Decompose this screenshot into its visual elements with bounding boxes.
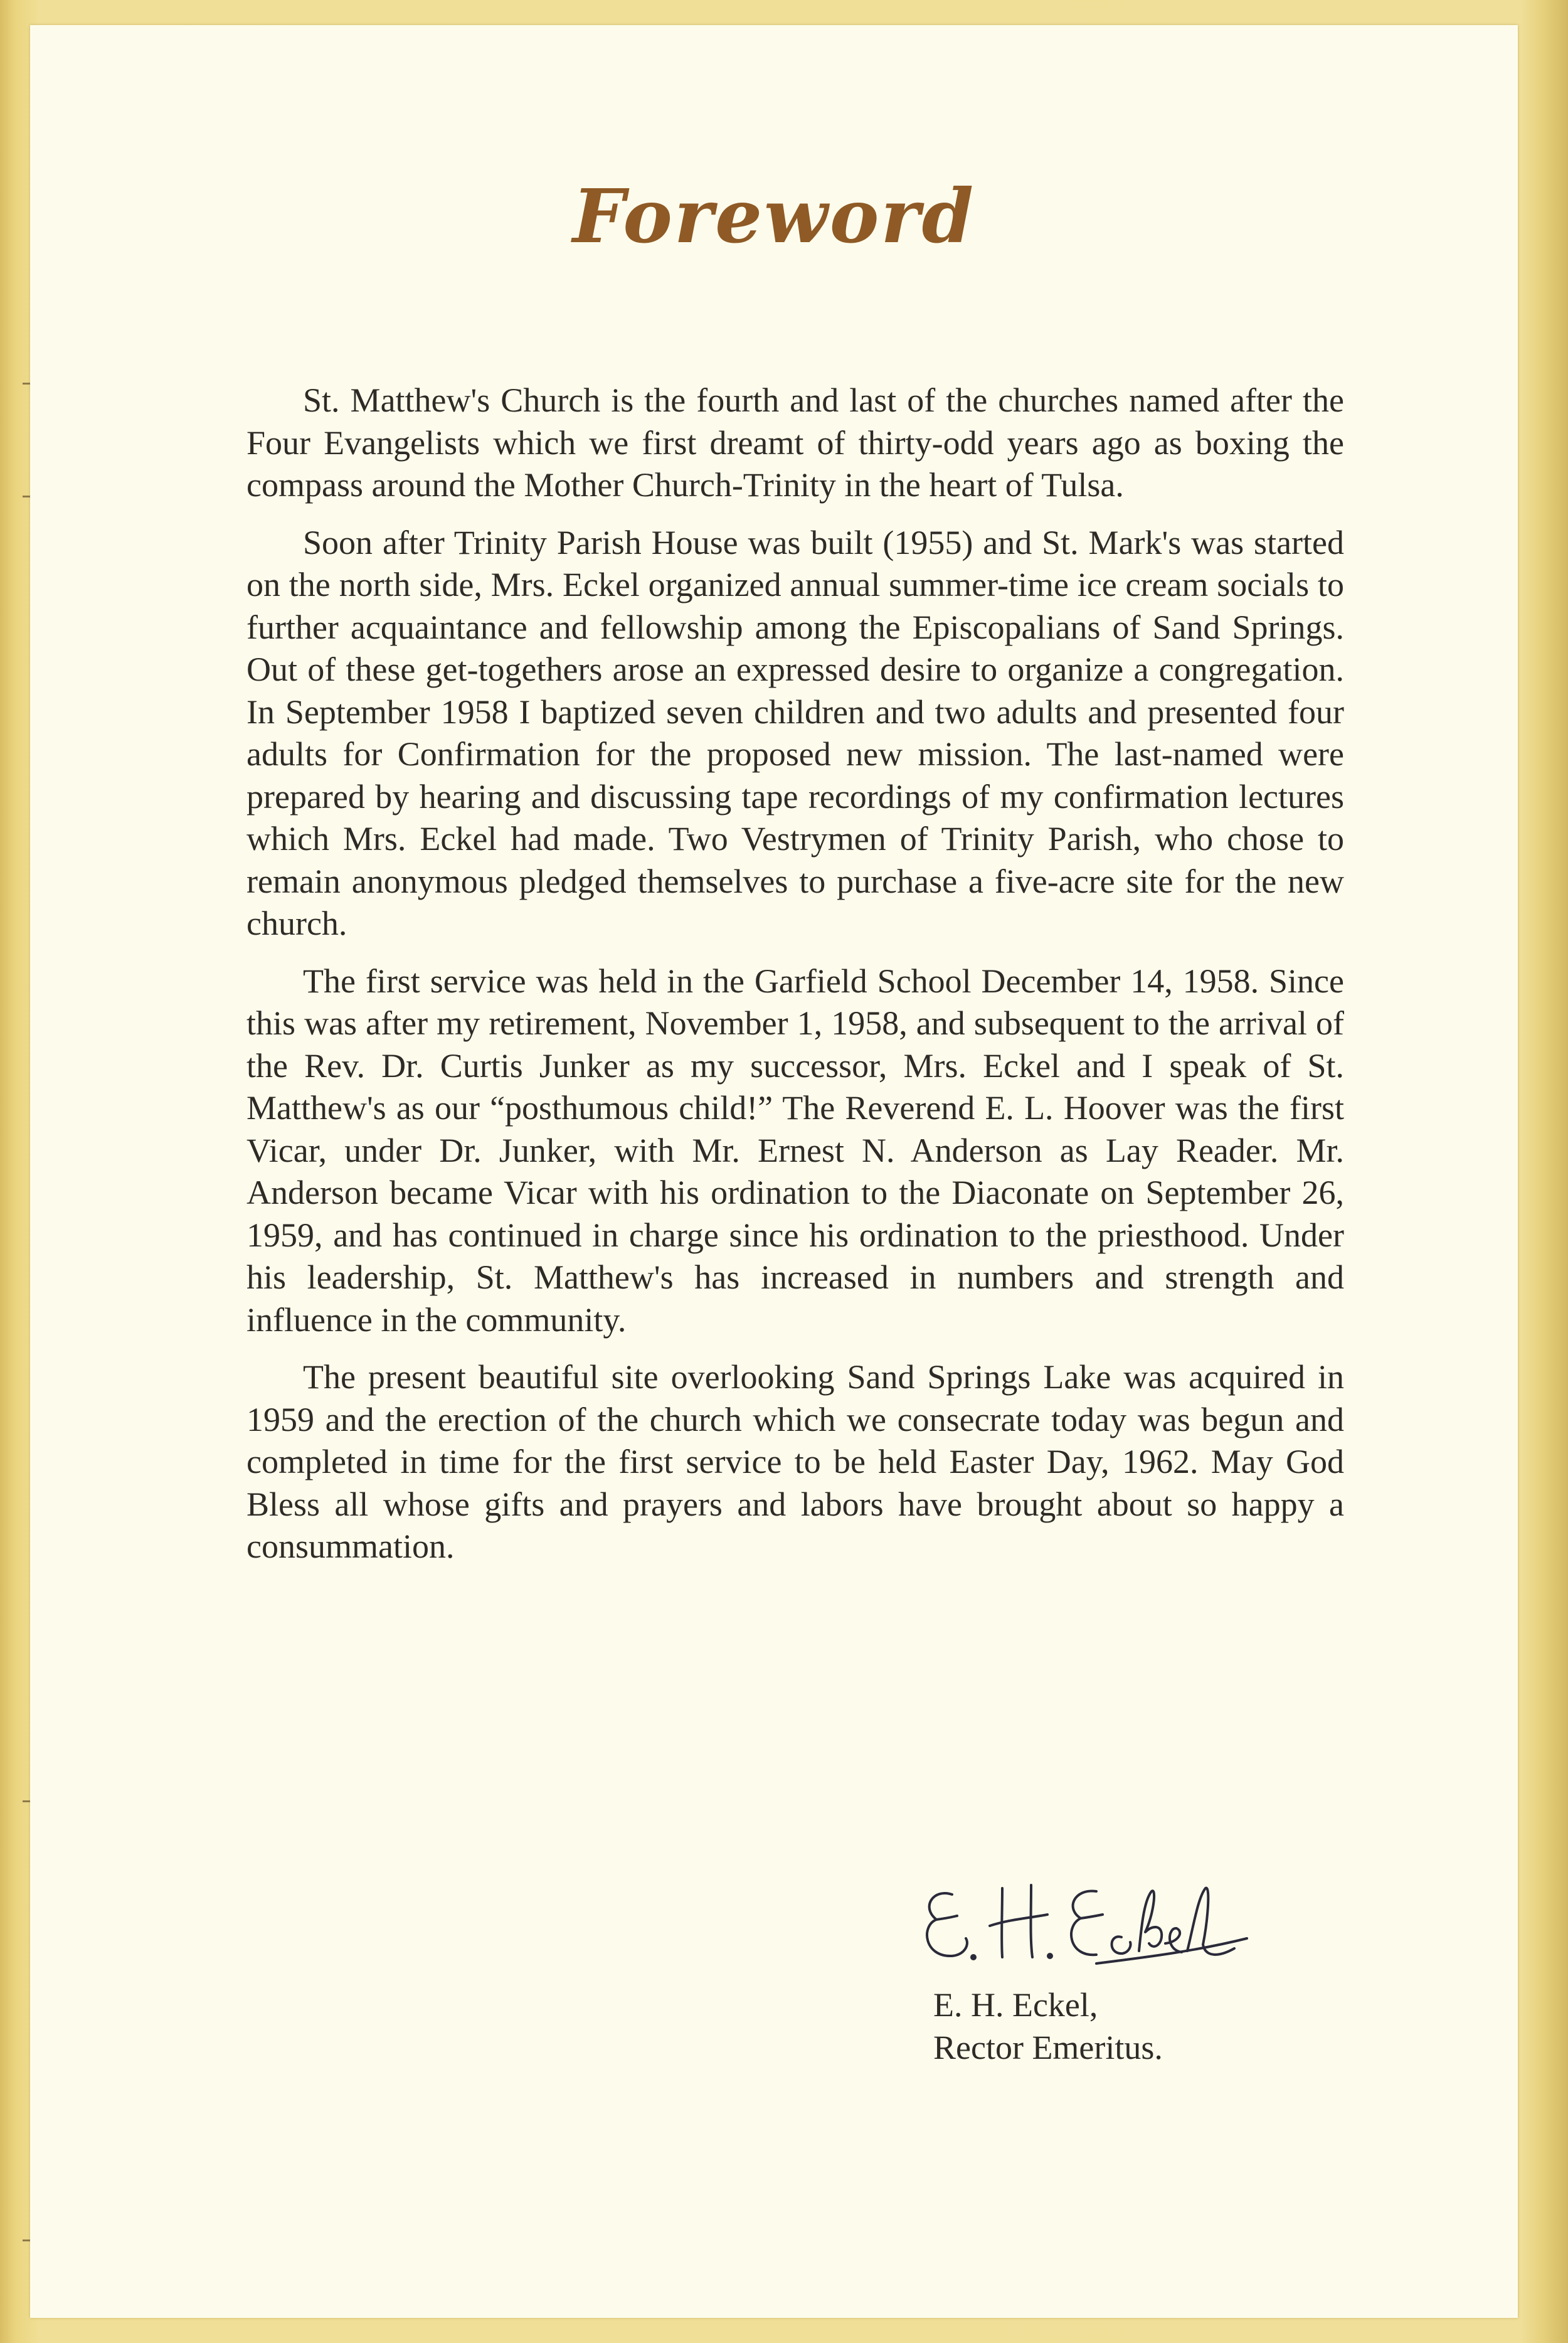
foreword-body	[246, 380, 1344, 1583]
signatory-name: E. H. Eckel,	[933, 1986, 1098, 2024]
handwritten-signature	[908, 1863, 1285, 1982]
paragraph: Soon after Trinity Parish House was built (1955) and St. Mark's was started on the north side, Mrs. Eckel organized annual summer-time ice cream socials to further acquaintance and fellowship among the Episcopalians of Sand Springs. Out of these get-togethers arose an expressed desire to organize a congregation. In September 1958 I baptized seven children and two adults and presented four adults for Confirmation for the proposed new mission. The last-named were prepared by hearing and discussing tape recordings of my confirmation lectures which Mrs. Eckel had made. Two Vestrymen of Trinity Parish, who chose to remain anonymous pledged themselves to purchase a five-acre site for the new church.	[246, 523, 1344, 942]
signatory-title: Rector Emeritus.	[933, 2029, 1163, 2066]
paragraph: The first service was held in the Garfield School December 14, 1958. Since this was after my retirement, November 1, 1958, and subsequent to the arrival of the Rev. Dr. Curtis Junker as my successor, Mrs. Eckel and I speak of St. Matthew's as our “posthumous child!” The Reverend E. L. Hoover was the first Vicar, under Dr. Junker, with Mr. Ernest N. Anderson as Lay Reader. Mr. Anderson became Vicar with his ordination to the Diaconate on September 26, 1959, and has continued in charge since his ordination to the priesthood. Under his leadership, St. Matthew's has increased in numbers and strength and influence in the community.	[246, 962, 1344, 1339]
paragraph: The present beautiful site overlooking Sand Springs Lake was acquired in 1959 and the erection of the church which we consecrate today was begun and completed in time for the first service to be held Easter Day, 1962. May God Bless all whose gifts and prayers and labors have brought about so happy a consummation.	[246, 1358, 1344, 1565]
paper-sheet	[30, 25, 1518, 2318]
paragraph: St. Matthew's Church is the fourth and last of the churches named after the Four Evangelists which we first dreamt of thirty-odd years ago as boxing the compass around the Mother Church-Trinity in the heart of Tulsa.	[246, 381, 1344, 504]
page-heading: Foreword	[572, 173, 976, 260]
